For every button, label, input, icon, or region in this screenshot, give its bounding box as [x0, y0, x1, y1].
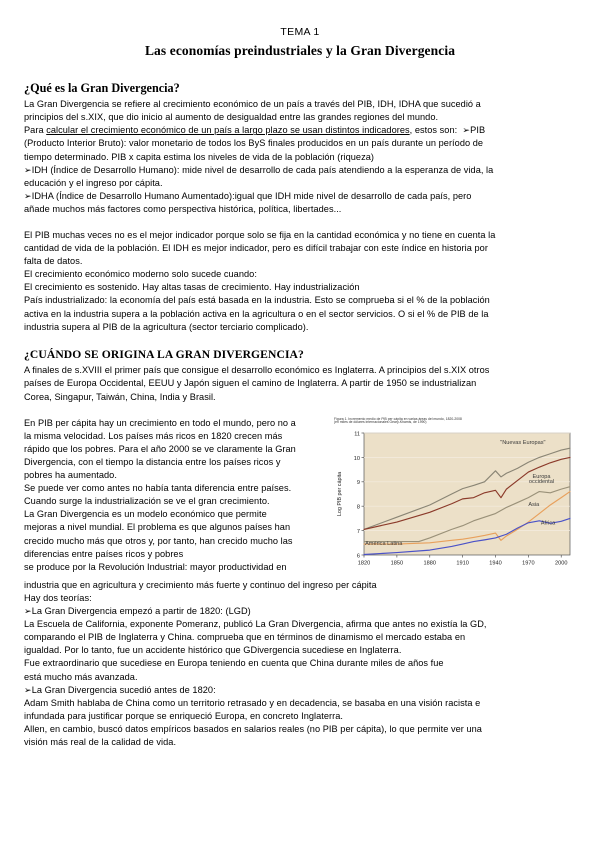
y-axis-label: Log PIB per cápita: [337, 471, 343, 517]
figure-pib-per-capita: [332, 417, 576, 573]
paragraph-line: A finales de s.XVIII el primer país que consigue el desarrollo económico es Inglaterra. A principios del s.XIX otros: [24, 365, 490, 376]
plot-area: [364, 433, 570, 555]
paragraph-line: crecido mucho más que otros y, por tanto, han crecido mucho las: [24, 535, 293, 546]
paragraph-line: Corea, Singapur, Taiwán, China, India y Brasil.: [24, 391, 216, 402]
blank-line: [24, 334, 576, 347]
x-tick-label: 2000: [555, 560, 568, 567]
series-annotation: América Latina: [365, 540, 403, 547]
paragraph-line: En PIB per cápita hay un crecimiento en todo el mundo, pero no a: [24, 417, 296, 428]
paragraph-line: mejoras a nivel mundial. El problema es que algunos países han: [24, 522, 291, 533]
paragraph-line: Fue extraordinario que sucediese en Europa teniendo en cuenta que China durante miles de años fue: [24, 658, 444, 669]
series-annotation: occidental: [528, 478, 555, 485]
paragraph-line: principios del s.XIX, que dio inicio al aumento de desigualdad entre las grandes regiones del mundo.: [24, 112, 439, 123]
y-tick-label: 10: [353, 455, 360, 462]
paragraph-line: El PIB muchas veces no es el mejor indicador porque solo se fija en la cantidad económica y no tiene en cuenta la: [24, 229, 496, 240]
paragraph-line: se produce por la Revolución Industrial: mayor productividad en: [24, 561, 287, 572]
paragraph-line: La Gran Divergencia es un modelo económico que permite: [24, 509, 267, 520]
tema-label: TEMA 1: [280, 26, 320, 38]
paragraph-line: la misma velocidad. Los países más ricos en 1820 crecen más: [24, 430, 283, 441]
figure-caption-line-1: Figura 1. Incremento medio de PIB per cápita en varias áreas del mundo, 1820-2008: [334, 416, 462, 421]
paragraph-line: Hay dos teorías:: [24, 592, 92, 603]
paragraph-line-underlined: Para calcular el crecimiento económico de un país a largo plazo se usan distintos indicadores, estos son: ➢PIB: [24, 125, 486, 136]
paragraph-line: (Producto Interior Bruto): valor monetario de todos los ByS finales producidos en un país durante un período de: [24, 138, 484, 149]
paragraph-line: educación y el ingreso por cápita.: [24, 177, 163, 188]
paragraph-line: añade muchos más factores como perspectiva histórica, política, libertades...: [24, 203, 342, 214]
paragraph-line: visión más real de la calidad de vida.: [24, 736, 177, 747]
paragraph-line: diferencias entre países ricos y pobres: [24, 548, 184, 559]
paragraph-line: está mucho más avanzada.: [24, 671, 138, 682]
paragraph-line: ➢La Gran Divergencia sucedió antes de 1820:: [24, 684, 216, 695]
section-heading-1: ¿Qué es la Gran Divergencia?: [24, 80, 180, 95]
chart-container: [332, 427, 576, 573]
paragraph-line: ➢La Gran Divergencia empezó a partir de 1820: (LGD): [24, 606, 251, 617]
paragraph-line: Cuando surge la industrialización se ve el gran crecimiento.: [24, 496, 270, 507]
paragraph-line: Se puede ver como antes no había tanta diferencia entre países.: [24, 483, 292, 494]
paragraph-line: falta de datos.: [24, 256, 83, 267]
paragraph-line: El crecimiento económico moderno solo sucede cuando:: [24, 269, 257, 280]
x-tick-label: 1850: [390, 560, 404, 567]
paragraph-line: rápido que los pobres. Para el año 2000 se ve claramente la Gran: [24, 443, 296, 454]
x-tick-label: 1910: [456, 560, 469, 567]
series-annotation: Europa: [532, 473, 551, 480]
x-tick-label: 1970: [522, 560, 535, 567]
paragraph-line: industria que en agricultura y crecimiento más fuerte y continuo del ingreso per cápita: [24, 579, 377, 590]
paragraph-line: pobres ha aumentado.: [24, 470, 117, 481]
line-chart: [332, 427, 576, 573]
x-tick-label: 1880: [423, 560, 436, 567]
paragraph-line: comparando el PIB de Inglaterra y China. comprueba que en términos de dinamismo el mercado estaba en: [24, 632, 466, 643]
paragraph-line: países de Europa Occidental, EEUU y Japón siguen el camino de Inglaterra. A partir de 1950 se industrializan: [24, 378, 477, 389]
paragraph-line: activa en la industria supera a la población activa en la agricultura o en el sector servicios. O si el % de PIB de la: [24, 308, 489, 319]
paragraph-line: Divergencia, con el tiempo la distancia entre los países ricos y: [24, 456, 281, 467]
figure-text-wrap-region: [24, 417, 576, 579]
y-tick-label: 6: [356, 553, 360, 560]
y-tick-label: 9: [356, 480, 360, 487]
y-tick-label: 7: [356, 528, 360, 535]
paragraph-line: tiempo determinado. PIB x capita estima los niveles de vida de la población (riqueza): [24, 151, 374, 162]
paragraph-line: ➢IDH (Índice de Desarrollo Humano): mide nivel de desarrollo de cada país atendiendo a la esperanza de vida, la: [24, 164, 494, 175]
series-annotation: Asia: [528, 502, 540, 509]
paragraph-line: igualdad. Por lo tanto, fue un accidente histórico que GDivergencia sucediese en Inglaterra.: [24, 645, 402, 656]
paragraph-line: cantidad de vida de la población. El IDH es mejor indicador, pero es difícil trabajar con este índice en historia por: [24, 243, 488, 254]
paragraph-line: La Escuela de California, exponente Pomeranz, publicó La Gran Divergencia, afirma que antes no existía la GD,: [24, 619, 487, 630]
paragraph-line: El crecimiento es sostenido. Hay altas tasas de crecimiento. Hay industrialización: [24, 282, 360, 293]
paragraph-line: La Gran Divergencia se refiere al crecimiento económico de un país a través del PIB, IDH, IDHA que sucedió a: [24, 99, 481, 110]
paragraph-line: ➢IDHA (Índice de Desarrollo Humano Aumentado):igual que IDH mide nivel de desarrollo de cada país, pero: [24, 190, 472, 201]
blank-line: [24, 216, 576, 229]
page-title: Las economías preindustriales y la Gran Divergencia: [144, 43, 456, 59]
x-tick-label: 1820: [357, 560, 371, 567]
figure-caption-line-2: (en miles de dólares internacionales Geary-Khamis, de 1990): [334, 420, 427, 425]
y-tick-label: 8: [356, 504, 360, 511]
x-tick-label: 1940: [489, 560, 502, 567]
section-heading-2: ¿CUÁNDO SE ORIGINA LA GRAN DIVERGENCIA?: [24, 347, 304, 361]
series-annotation: Africa: [540, 520, 556, 527]
paragraph-line: Allen, en cambio, buscó datos empíricos basados en salarios reales (no PIB per cápita), lo que permite ver una: [24, 723, 482, 734]
paragraph-line: infundada para justificar porque se enriqueció Europa, en concreto Inglaterra.: [24, 710, 344, 721]
y-tick-label: 11: [354, 431, 360, 438]
blank-line: [24, 404, 576, 417]
paragraph-line: País industrializado: la economía del país está basada en la industria. Esto se comprueba si el % de la población: [24, 295, 490, 306]
paragraph-line: industria supera al PIB de la agricultura (sector terciario complicado).: [24, 321, 309, 332]
paragraph-line: Adam Smith hablaba de China como un territorio retrasado y en decadencia, se basaba en una visión racista e: [24, 697, 481, 708]
title-block: [24, 26, 576, 60]
series-annotation: "Nuevas Europas": [500, 439, 546, 446]
